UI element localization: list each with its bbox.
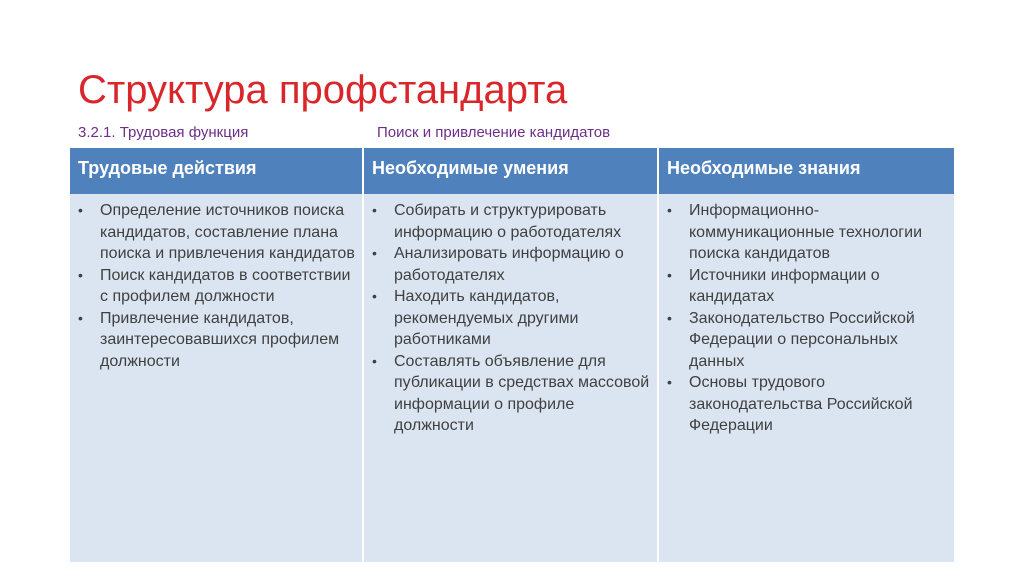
list-item — [368, 243, 653, 286]
list-item-text: Поиск кандидатов в соответствии с профилем должности — [100, 266, 351, 305]
list-item — [74, 200, 358, 265]
list-item — [663, 308, 950, 373]
slide-title: Структура профстандарта — [78, 68, 568, 112]
list-item — [368, 200, 653, 243]
profstandard-table — [70, 148, 954, 562]
labor-actions-list — [74, 200, 358, 372]
header-required-knowledge: Необходимые знания — [667, 158, 861, 178]
bullet-icon: • — [667, 202, 672, 218]
bullet-icon: • — [372, 288, 377, 304]
bullet-icon: • — [78, 202, 83, 218]
list-item-text: Источники информации о кандидатах — [689, 266, 880, 305]
bullet-icon: • — [667, 374, 672, 390]
header-labor-actions: Трудовые действия — [70, 148, 364, 194]
bullet-icon: • — [667, 266, 672, 283]
list-item-text: Составлять объявление для публикации в средствах массовой информации о профиле должности — [394, 352, 650, 434]
list-item — [368, 351, 653, 437]
list-item-text: Основы трудового законодательства Российской Федерации — [689, 374, 913, 434]
list-item-text: Собирать и структурировать информацию о работодателях — [394, 202, 622, 241]
header-required-skills: Необходимые умения — [364, 148, 659, 194]
list-item — [663, 372, 950, 437]
bullet-icon: • — [372, 202, 377, 218]
list-item-text: Информационно-коммуникационные технологии поиска кандидатов — [689, 202, 922, 262]
column-required-knowledge — [659, 194, 954, 562]
list-item — [74, 265, 358, 308]
bullet-icon: • — [78, 309, 83, 326]
table-header-row — [70, 148, 954, 194]
table-body-row — [70, 194, 954, 562]
required-skills-list — [368, 200, 653, 437]
list-item-text: Законодательство Российской Федерации о персональных данных — [689, 309, 915, 370]
list-item — [74, 308, 358, 373]
list-item-text: Анализировать информацию о работодателях — [394, 245, 624, 284]
required-knowledge-list — [663, 200, 950, 437]
list-item — [663, 200, 950, 265]
list-item-text: Находить кандидатов, рекомендуемых другими работниками — [394, 288, 579, 348]
list-item-text: Привлечение кандидатов, заинтересовавшихся профилем должности — [100, 309, 340, 370]
function-code: 3.2.1. Трудовая функция — [78, 124, 249, 141]
bullet-icon: • — [372, 245, 377, 261]
list-item — [368, 286, 653, 351]
bullet-icon: • — [667, 309, 672, 326]
function-name: Поиск и привлечение кандидатов — [377, 124, 611, 141]
list-item — [663, 265, 950, 308]
bullet-icon: • — [372, 352, 377, 369]
column-required-skills — [364, 194, 659, 562]
column-labor-actions — [70, 194, 364, 562]
bullet-icon: • — [78, 266, 83, 283]
list-item-text: Определение источников поиска кандидатов, составление плана поиска и привлечения кандидатов — [100, 202, 355, 262]
